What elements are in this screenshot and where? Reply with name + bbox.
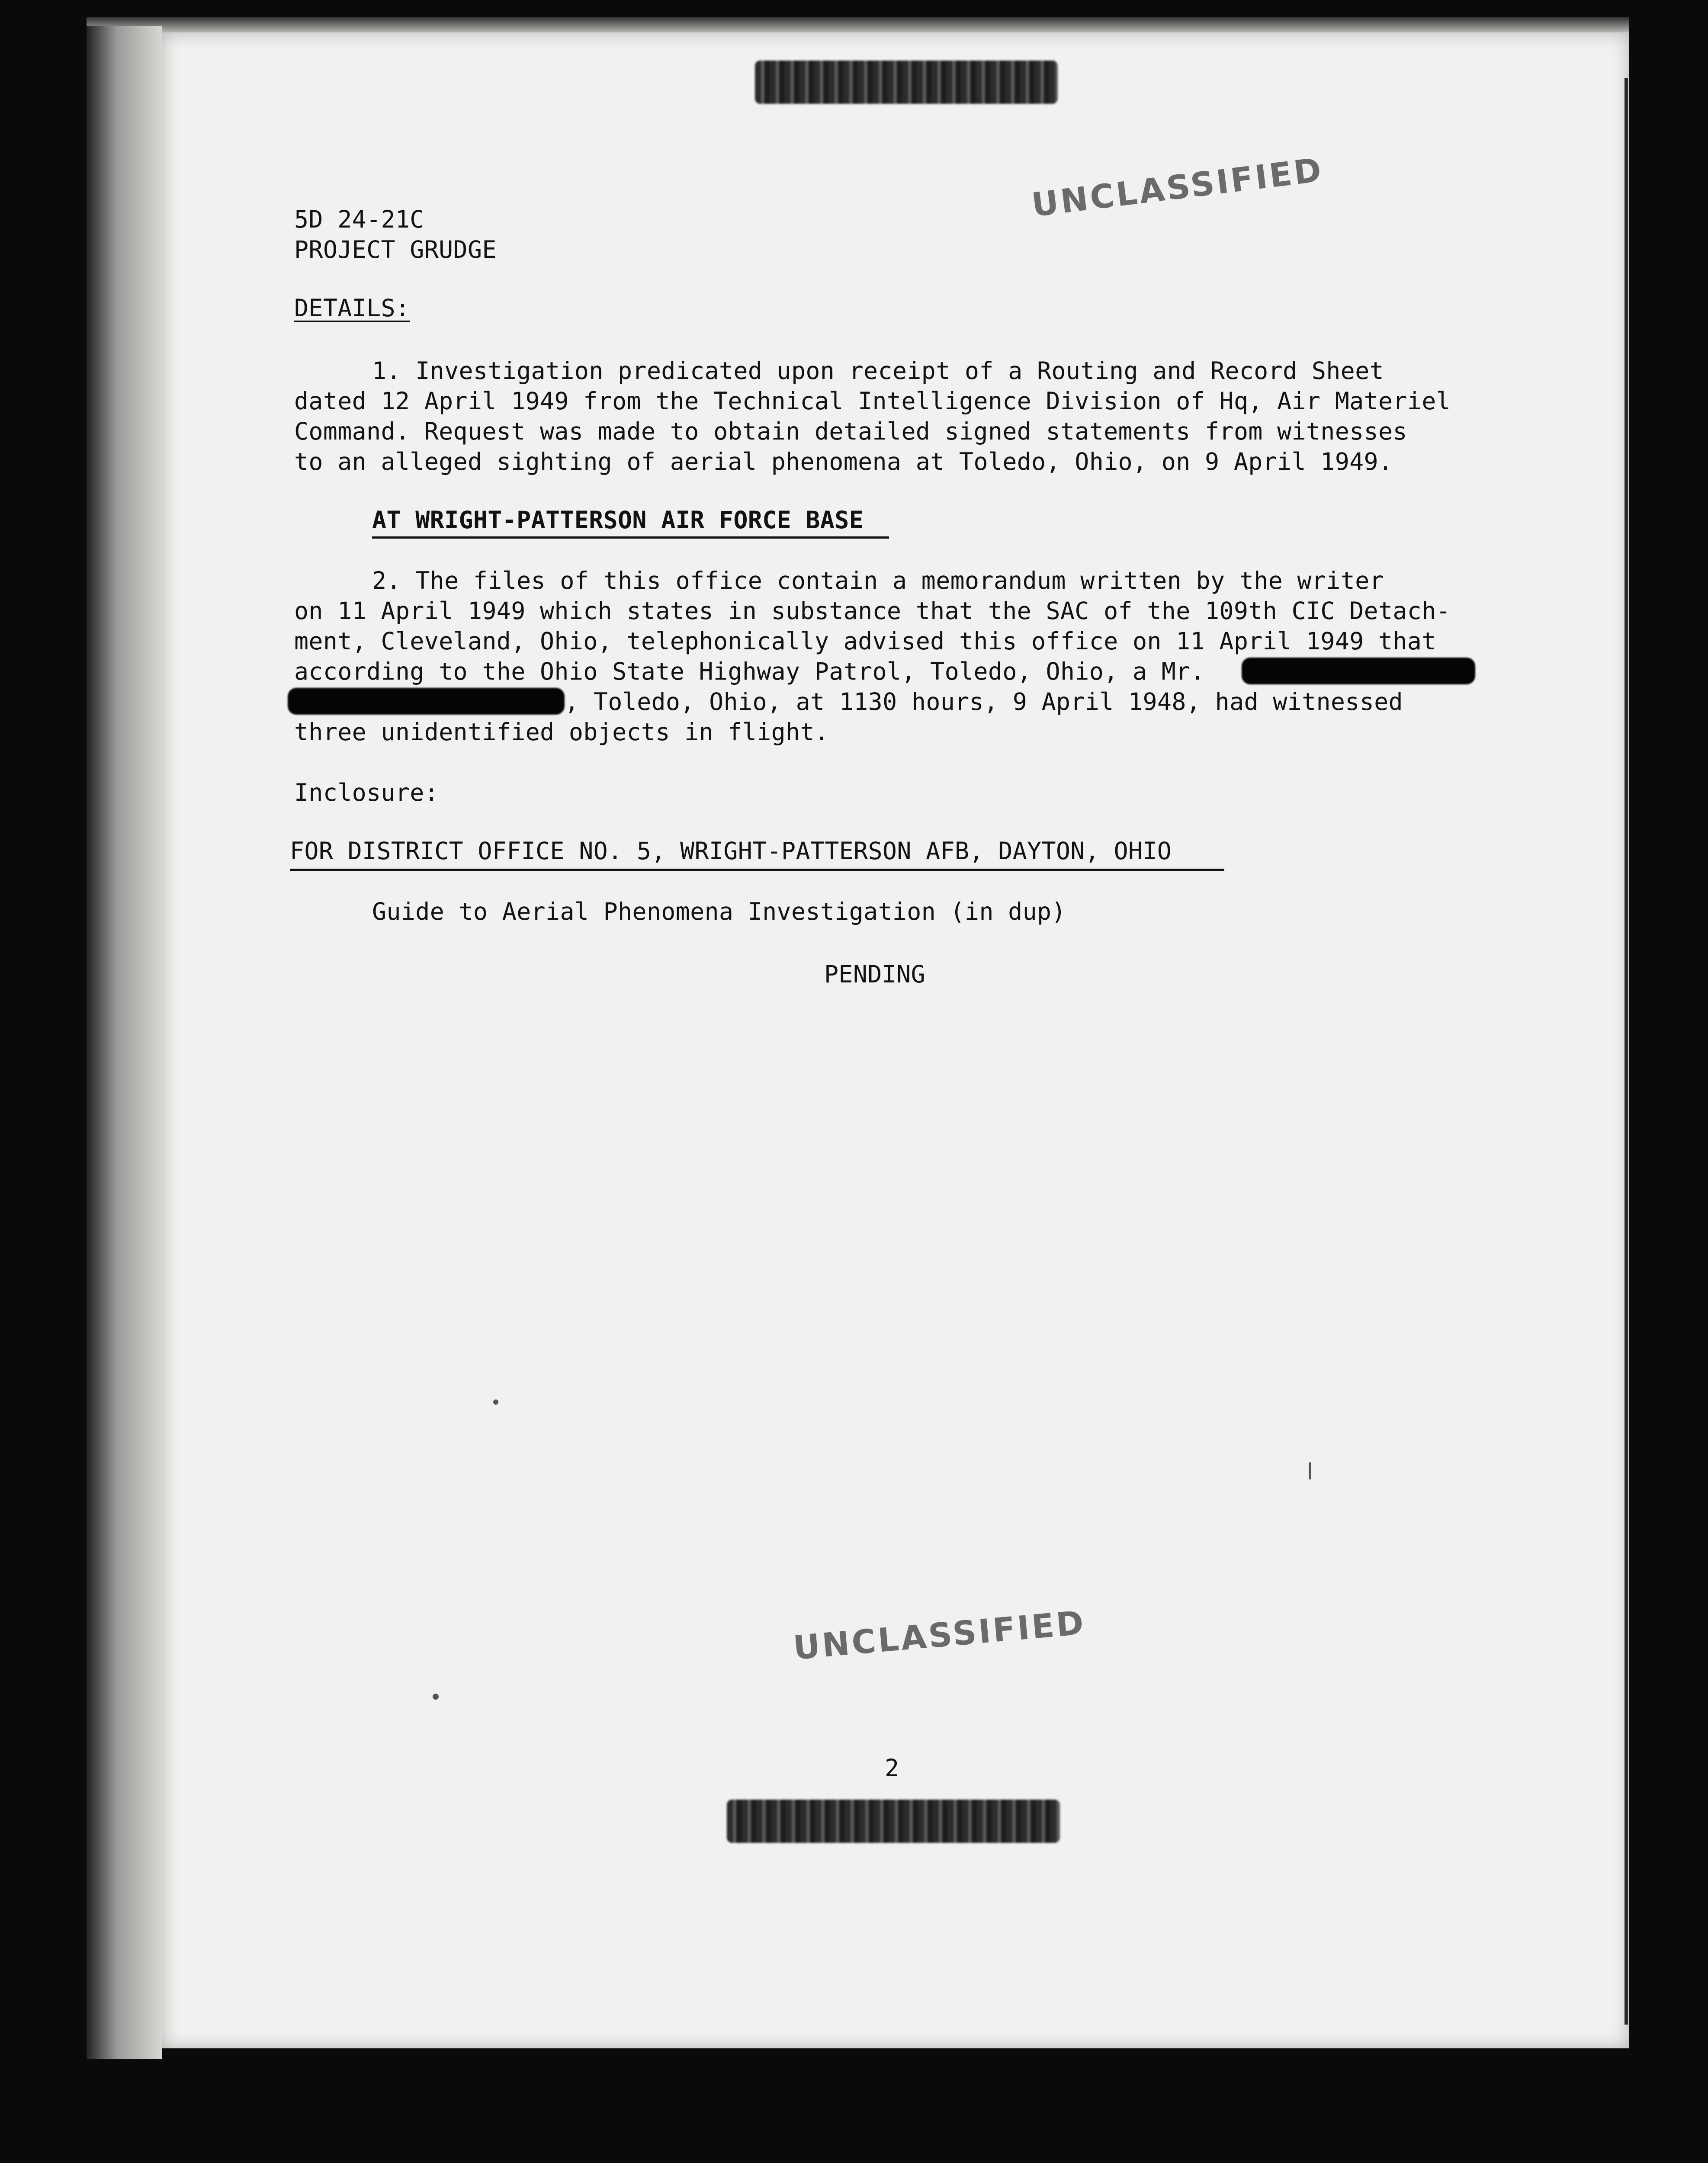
paragraph-2-line-5: , Toledo, Ohio, at 1130 hours, 9 April 1948, had witnessed <box>565 688 1403 716</box>
status-pending: PENDING <box>824 960 925 988</box>
paragraph-1-line-4: to an alleged sighting of aerial phenomena at Toledo, Ohio, on 9 April 1949. <box>294 448 1393 475</box>
redaction-address <box>288 688 565 715</box>
paragraph-1-line-2: dated 12 April 1949 from the Technical Intelligence Division of Hq, Air Materiel <box>294 387 1451 415</box>
unclassified-stamp-bottom: UNCLASSIFIED <box>792 1603 1088 1667</box>
paragraph-2-line-6: three unidentified objects in flight. <box>294 718 829 746</box>
paper-top-edge <box>87 17 1629 35</box>
paragraph-2-line-1: 2. The files of this office contain a memorandum written by the writer <box>372 567 1384 594</box>
section-heading: AT WRIGHT-PATTERSON AIR FORCE BASE <box>372 506 864 534</box>
redaction-name <box>1242 658 1475 684</box>
project-name: PROJECT GRUDGE <box>294 236 497 263</box>
unclassified-stamp-top: UNCLASSIFIED <box>1030 150 1326 225</box>
paragraph-1-line-1: 1. Investigation predicated upon receipt of a Routing and Record Sheet <box>372 357 1384 385</box>
page-border-line <box>1625 78 1628 2025</box>
details-heading: DETAILS: <box>294 294 410 322</box>
inclosure-label: Inclosure: <box>294 779 439 806</box>
paragraph-2-line-2: on 11 April 1949 which states in substance that the SAC of the 109th CIC Detach- <box>294 597 1451 625</box>
file-number: 5D 24-21C <box>294 205 424 233</box>
district-office-heading: FOR DISTRICT OFFICE NO. 5, WRIGHT-PATTERSON AFB, DAYTON, OHIO <box>290 837 1172 865</box>
page-number: 2 <box>885 1754 899 1782</box>
district-heading-underline <box>290 869 1224 871</box>
paper-left-edge <box>87 26 162 2059</box>
paragraph-2-line-3: ment, Cleveland, Ohio, telephonically advised this office on 11 April 1949 that <box>294 627 1436 655</box>
inclosure-item: Guide to Aerial Phenomena Investigation (in dup) <box>372 898 1066 925</box>
section-heading-underline <box>372 536 889 539</box>
classification-stamp-bottom <box>727 1800 1060 1843</box>
classification-stamp-top <box>755 61 1058 104</box>
paragraph-1-line-3: Command. Request was made to obtain detailed signed statements from witnesses <box>294 417 1407 445</box>
document-page <box>162 32 1629 2048</box>
paragraph-2-line-4: according to the Ohio State Highway Patrol, Toledo, Ohio, a Mr. <box>294 658 1205 685</box>
